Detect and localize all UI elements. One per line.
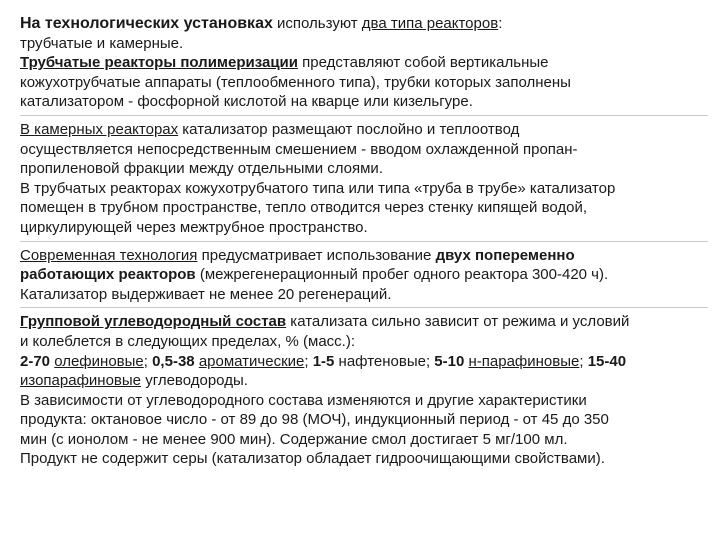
text-line <box>20 53 708 73</box>
text-span: : <box>498 15 503 32</box>
underlined-text: изопарафиновые <box>20 372 142 390</box>
text-line: катализатором - фосфорной кислотой на кварце или кизельгуре. <box>20 93 473 111</box>
text-line: продукта: октановое число - от 89 до 98 (МОЧ), индукционный период - от 45 до 350 <box>20 411 609 429</box>
paragraph-modern-technology <box>20 246 708 309</box>
text-line: мин (с ионолом - не менее 900 мин). Содержание смол достигает 5 мг/100 мл. <box>20 430 568 448</box>
paragraph-reactor-types <box>20 14 708 116</box>
text-span: ; <box>304 352 313 370</box>
paragraph-chamber-reactors <box>20 120 708 242</box>
bold-text: 5-10 <box>434 352 465 370</box>
text-line <box>20 246 708 266</box>
text-span: катализата сильно зависит от режима и условий <box>286 313 630 331</box>
bold-text: 2-70 <box>20 352 51 370</box>
text-line: Катализатор выдерживает не менее 20 регенераций. <box>20 285 392 303</box>
bold-text: 0,5-38 <box>152 352 195 370</box>
text-span: используют <box>272 15 362 32</box>
heading-text: На технологических установках <box>20 15 273 32</box>
text-span: катализатор размещают послойно и теплоотвод <box>178 120 520 138</box>
underlined-text: Современная технология <box>20 246 198 264</box>
text-span: предусматривает использование <box>197 246 436 264</box>
text-line: осуществляется непосредственным смешением - вводом охлажденной пропан- <box>20 140 578 158</box>
text-line: и колеблется в следующих пределах, % (масс.): <box>20 332 356 350</box>
underlined-text: В камерных реакторах <box>20 120 179 138</box>
bold-text: двух попеременно <box>435 246 575 264</box>
bold-text: 1-5 <box>312 352 335 370</box>
underlined-text: олефиновые <box>54 352 144 370</box>
text-line <box>20 14 708 34</box>
text-span: ; <box>579 352 588 370</box>
text-line: пропиленовой фракции между отдельными слоями. <box>20 160 383 178</box>
text-line: помещен в трубном пространстве, тепло отводится через стенку кипящей водой, <box>20 199 588 217</box>
document-page <box>20 14 708 476</box>
text-span: (межрегенерационный пробег одного реактора 300-420 ч). <box>195 266 609 284</box>
text-span: представляют собой вертикальные <box>298 54 549 72</box>
text-line <box>20 265 708 285</box>
text-line <box>20 352 708 372</box>
bold-text: работающих реакторов <box>20 266 196 284</box>
underlined-text: н-парафиновые <box>468 352 580 370</box>
text-line: циркулирующей через межтрубное пространство. <box>20 218 368 236</box>
text-line <box>20 371 708 391</box>
text-line: кожухотрубчатые аппараты (теплообменного типа), трубки которых заполнены <box>20 73 571 91</box>
text-span: углеводороды. <box>141 372 248 390</box>
underlined-text: ароматические <box>198 352 305 370</box>
text-line <box>20 120 708 140</box>
bold-text: 15-40 <box>587 352 627 370</box>
text-line: В трубчатых реакторах кожухотрубчатого типа или типа «труба в трубе» катализатор <box>20 179 616 197</box>
bold-underlined-text: Трубчатые реакторы полимеризации <box>20 54 298 72</box>
text-line: Продукт не содержит серы (катализатор обладает гидроочищающими свойствами). <box>20 450 605 468</box>
text-span: нафтеновые; <box>334 352 435 370</box>
text-line: трубчатые и камерные. <box>20 34 184 52</box>
bold-underlined-text: Групповой углеводородный состав <box>20 313 287 331</box>
text-line <box>20 312 708 332</box>
text-line: В зависимости от углеводородного состава изменяются и другие характеристики <box>20 391 587 409</box>
paragraph-hydrocarbon-composition <box>20 312 708 472</box>
text-span: ; <box>143 352 153 370</box>
underlined-text: два типа реакторов <box>361 15 499 32</box>
